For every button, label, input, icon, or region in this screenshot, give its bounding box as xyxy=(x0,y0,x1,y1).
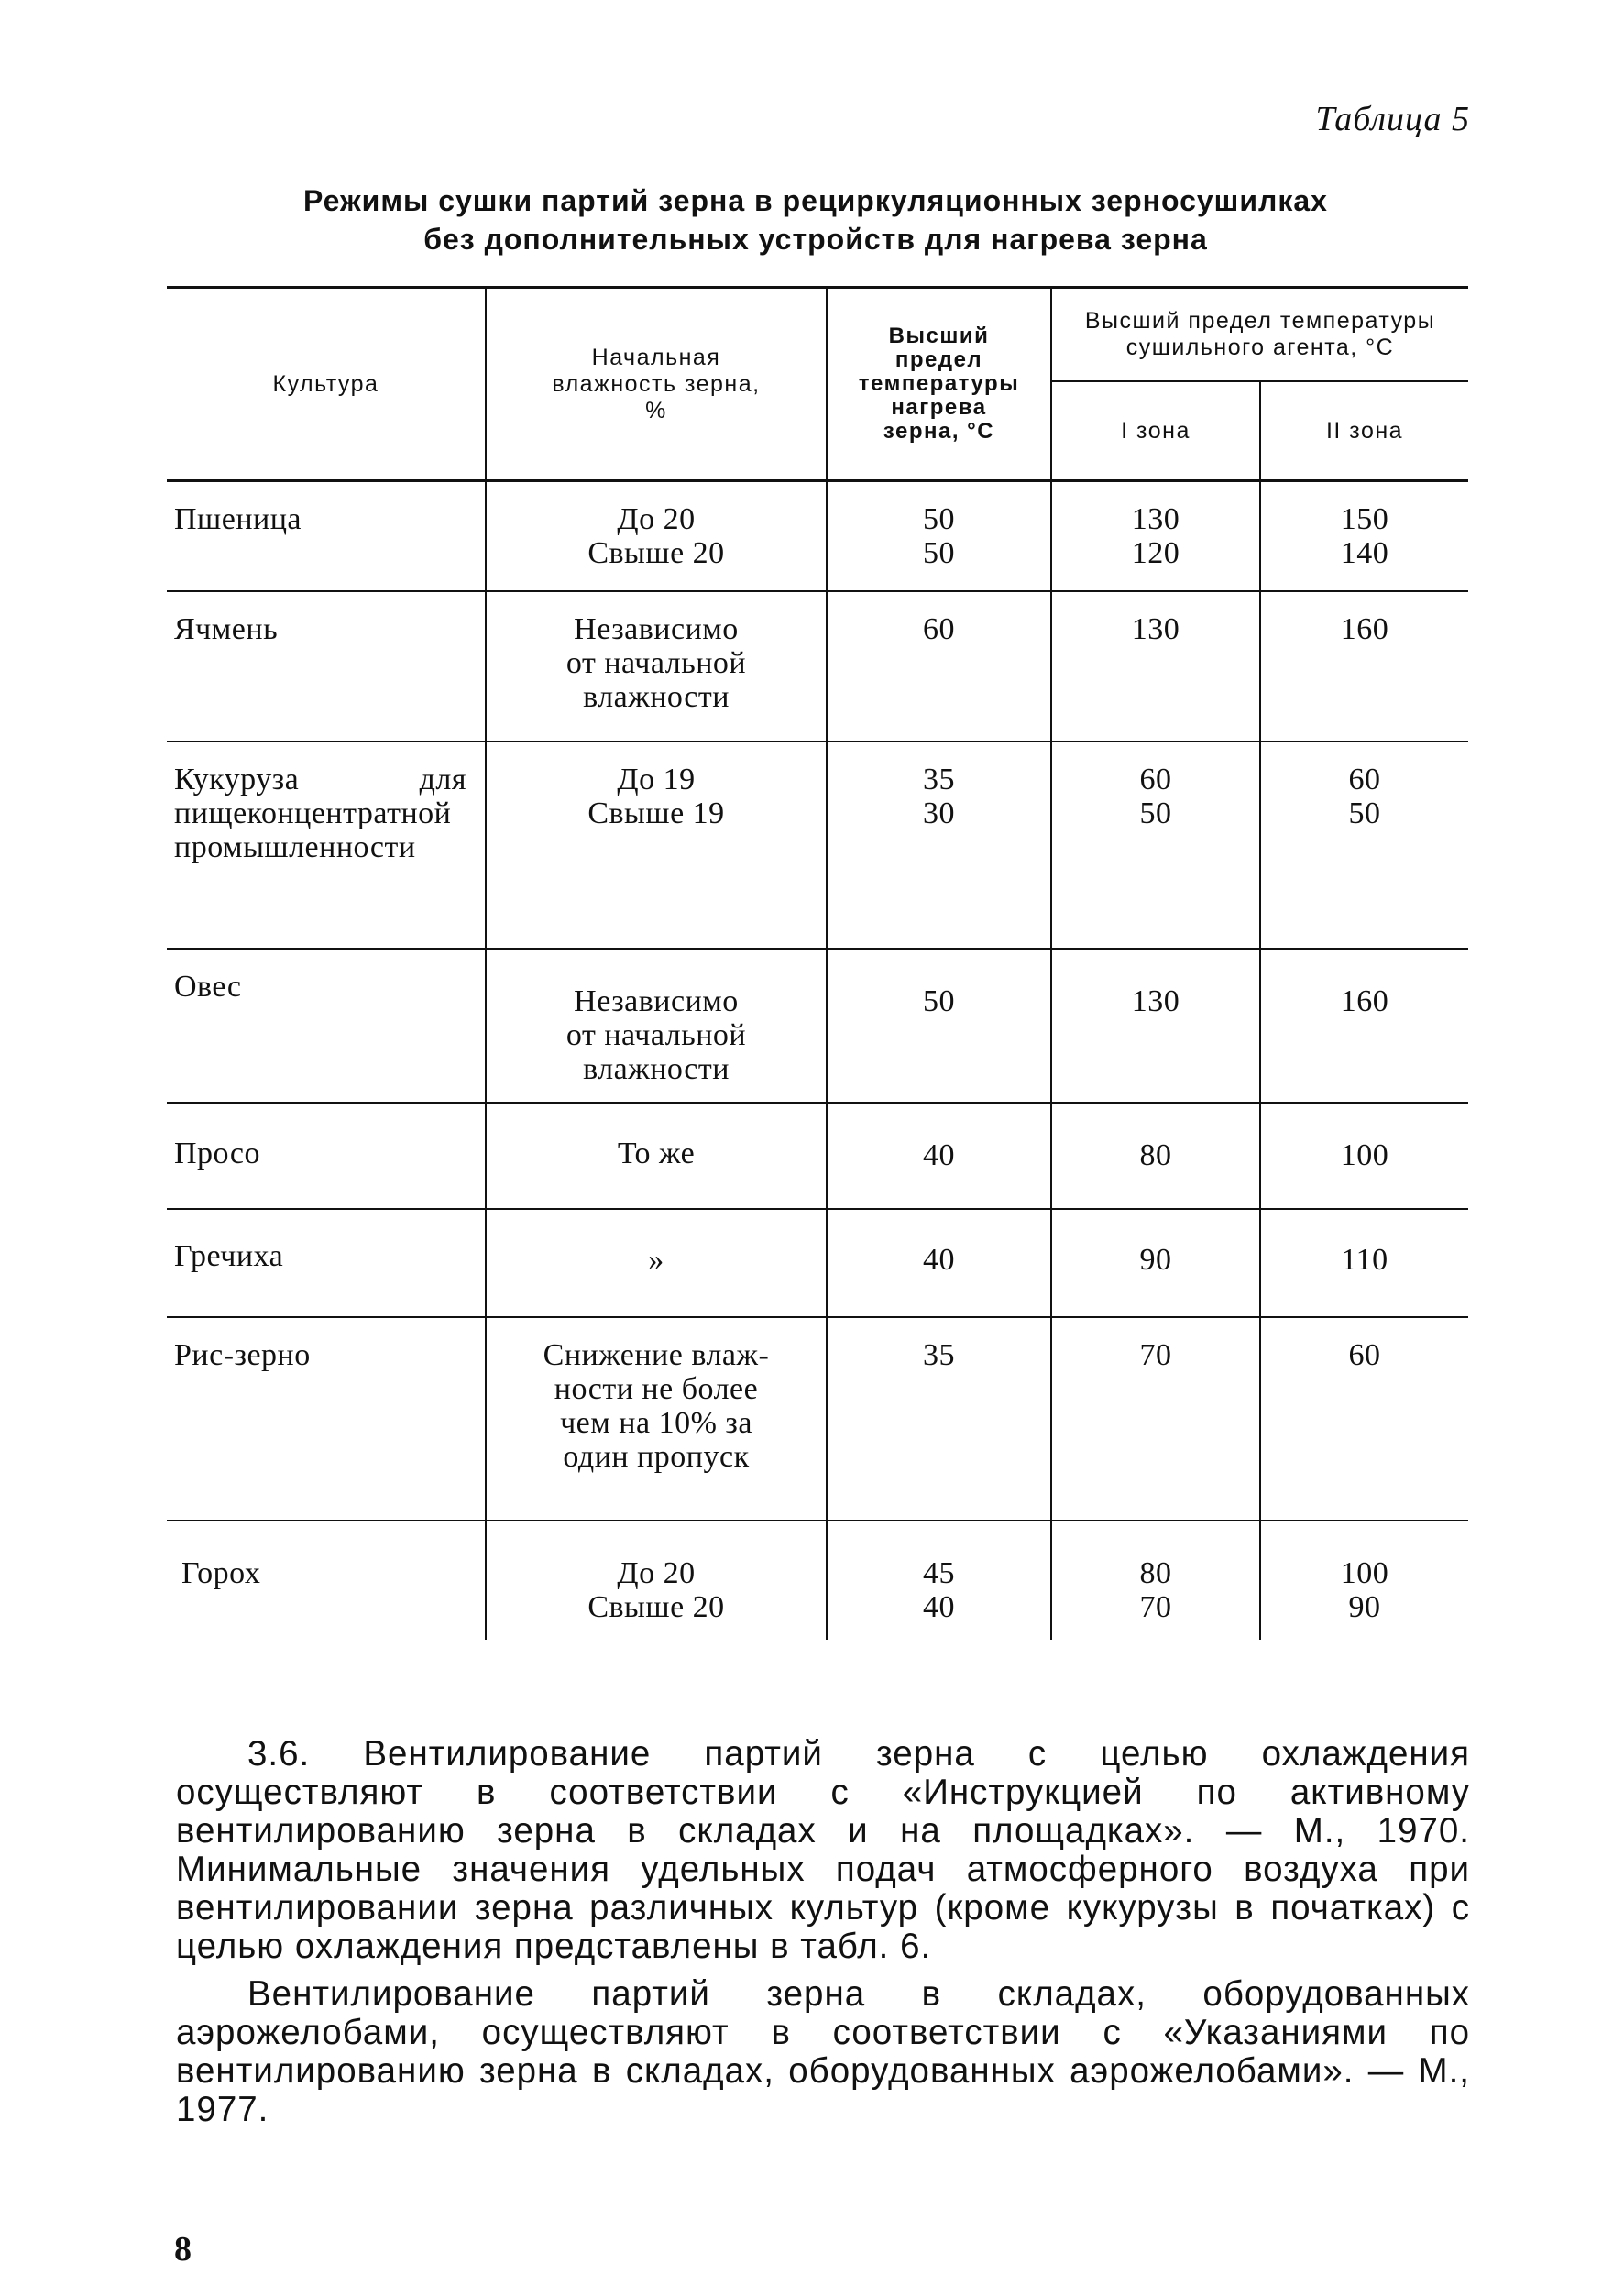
cell-culture: Овес xyxy=(167,949,486,1103)
table-row xyxy=(167,742,1468,949)
cell-zone-2: 160 xyxy=(1260,591,1468,742)
cell-zone-1: 130 120 xyxy=(1051,481,1260,591)
cell-culture: Кукуруза для пищеконцентратной промышленности xyxy=(167,742,486,949)
cell-zone-1: 80 70 xyxy=(1051,1521,1260,1640)
cell-zone-2: 100 xyxy=(1260,1103,1468,1209)
table-row xyxy=(167,1209,1468,1317)
header-zone-2: II зона xyxy=(1260,381,1468,481)
cell-culture: Пшеница xyxy=(167,481,486,591)
cell-culture: Просо xyxy=(167,1103,486,1209)
cell-moisture: Снижение влаж- ности не более чем на 10% за один пропуск xyxy=(486,1317,827,1521)
cell-zone-1: 70 xyxy=(1051,1317,1260,1521)
table-row xyxy=(167,1103,1468,1209)
paragraph-aero-channels: Вентилирование партий зерна в складах, оборудованных аэрожелобами, осуществляют в соответствии с «Указаниями по вентилированию зерна в складах, оборудованных аэрожелобами». — М., 1977. xyxy=(176,1974,1470,2129)
cell-zone-2: 60 50 xyxy=(1260,742,1468,949)
cell-moisture: Независимо от начальной влажности xyxy=(486,949,827,1103)
table-title xyxy=(165,181,1466,258)
cell-grain-temp: 35 30 xyxy=(827,742,1051,949)
cell-zone-1: 60 50 xyxy=(1051,742,1260,949)
cell-grain-temp: 45 40 xyxy=(827,1521,1051,1640)
table-row xyxy=(167,1317,1468,1521)
drying-modes-table xyxy=(167,286,1468,1640)
cell-zone-2: 100 90 xyxy=(1260,1521,1468,1640)
cell-grain-temp: 35 xyxy=(827,1317,1051,1521)
cell-zone-1: 130 xyxy=(1051,591,1260,742)
cell-grain-temp: 60 xyxy=(827,591,1051,742)
table-row xyxy=(167,591,1468,742)
cell-moisture: » xyxy=(486,1209,827,1317)
table-row xyxy=(167,949,1468,1103)
cell-culture: Горох xyxy=(181,1555,261,1590)
header-initial-moisture: Начальная влажность зерна, % xyxy=(486,288,827,481)
cell-zone-2: 150 140 xyxy=(1260,481,1468,591)
page-number: 8 xyxy=(174,2230,192,2269)
cell-zone-1: 80 xyxy=(1051,1103,1260,1209)
cell-moisture: До 19 Свыше 19 xyxy=(486,742,827,949)
cell-moisture: До 20 Свыше 20 xyxy=(486,481,827,591)
header-zone-1: I зона xyxy=(1051,381,1260,481)
cell-moisture: До 20 Свыше 20 xyxy=(486,1521,827,1640)
cell-zone-2: 110 xyxy=(1260,1209,1468,1317)
table-title-line-2: без дополнительных устройств для нагрева зерна xyxy=(423,223,1208,256)
cell-grain-temp: 50 50 xyxy=(827,481,1051,591)
cell-grain-temp: 50 xyxy=(827,949,1051,1103)
cell-moisture: То же xyxy=(486,1103,827,1209)
table-label: Таблица 5 xyxy=(1315,100,1470,138)
cell-culture: Гречиха xyxy=(167,1209,486,1317)
header-grain-temp-limit: Высший предел температуры нагрева зерна, °С xyxy=(827,288,1051,481)
cell-zone-2: 60 xyxy=(1260,1317,1468,1521)
table-row xyxy=(167,481,1468,591)
cell-culture: Рис-зерно xyxy=(167,1317,486,1521)
table-title-line-1: Режимы сушки партий зерна в рециркуляционных зерносушилках xyxy=(303,184,1328,217)
paragraph-3-6: 3.6. Вентилирование партий зерна с целью охлаждения осуществляют в соответствии с «Инструкцией по активному вентилированию зерна в складах и на площадках». — М., 1970. Минимальные значения удельных подач атмосферного воздуха при вентилировании зерна различных культур (кроме кукурузы в початках) с целью охлаждения представлены в табл. 6. xyxy=(176,1734,1470,1966)
cell-zone-1: 90 xyxy=(1051,1209,1260,1317)
cell-zone-1: 130 xyxy=(1051,949,1260,1103)
cell-grain-temp: 40 xyxy=(827,1103,1051,1209)
cell-grain-temp: 40 xyxy=(827,1209,1051,1317)
header-agent-temp-limit: Высший предел температуры сушильного агента, °С xyxy=(1051,288,1468,382)
cell-zone-2: 160 xyxy=(1260,949,1468,1103)
table-row xyxy=(167,1521,1468,1640)
cell-moisture: Независимо от начальной влажности xyxy=(486,591,827,742)
header-culture: Культура xyxy=(167,288,486,481)
cell-culture: Ячмень xyxy=(167,591,486,742)
